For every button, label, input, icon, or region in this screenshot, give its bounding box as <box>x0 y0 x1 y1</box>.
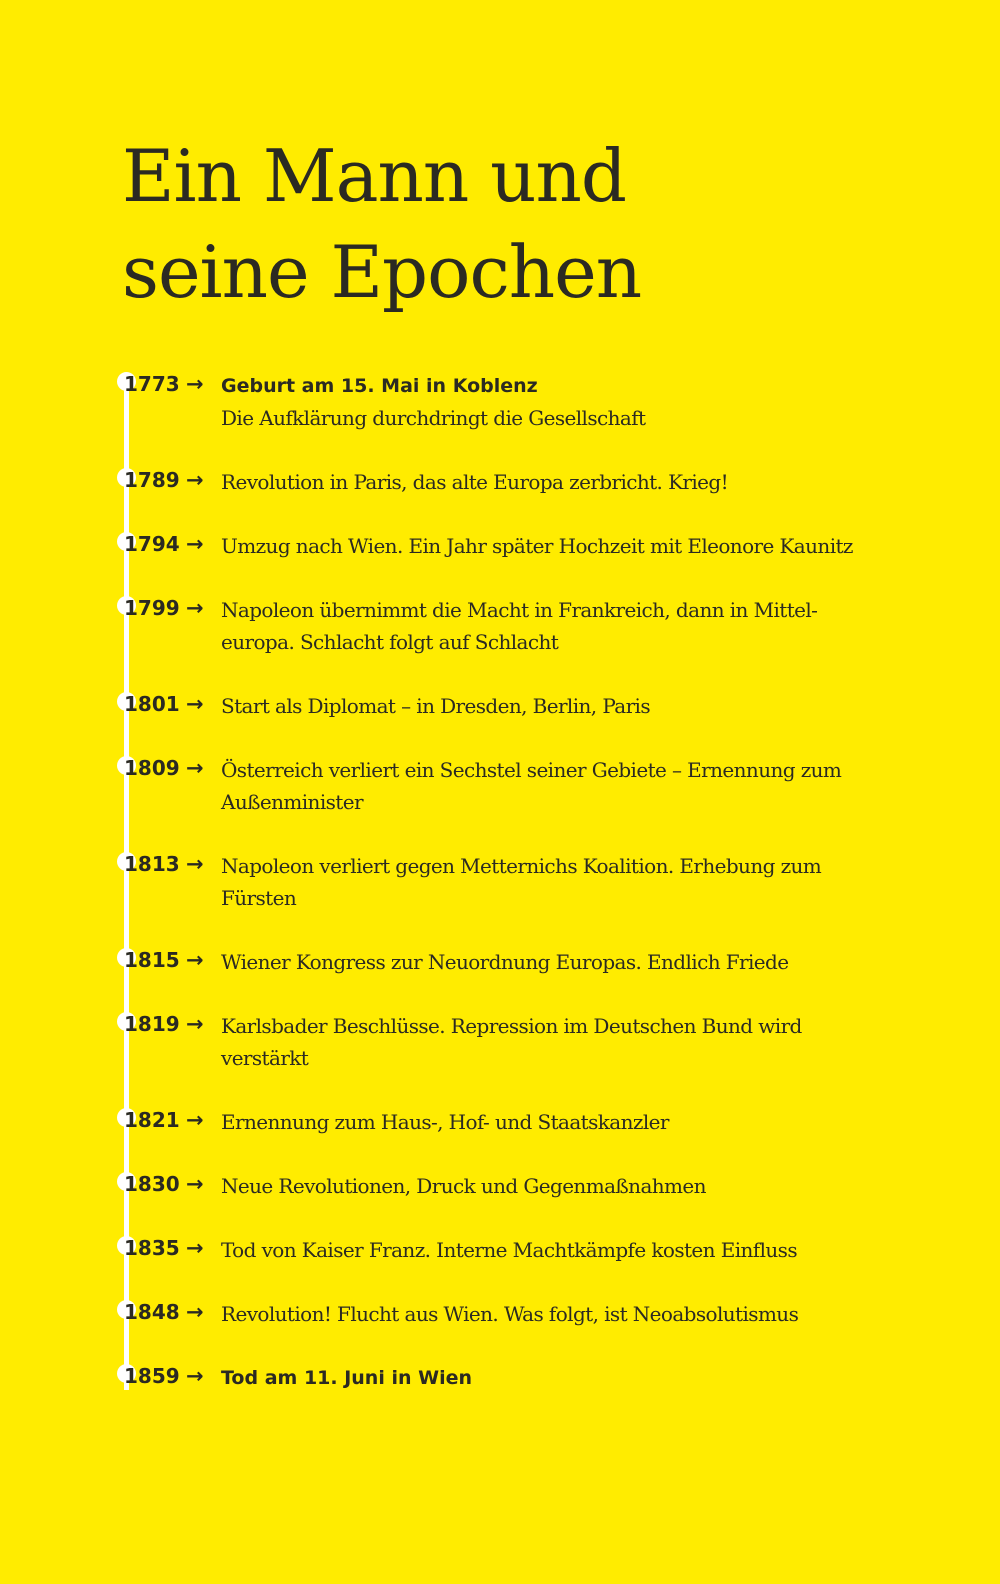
arrow-right-icon: → <box>186 1012 204 1036</box>
timeline-text <box>221 530 881 562</box>
arrow-right-icon: → <box>186 468 204 492</box>
arrow-right-icon: → <box>186 1364 204 1388</box>
timeline-year: 1799 <box>124 596 180 620</box>
title-line-1: Ein Mann und <box>122 134 626 218</box>
timeline-year: 1830 <box>124 1172 180 1196</box>
arrow-right-icon: → <box>186 852 204 876</box>
arrow-right-icon: → <box>186 1108 204 1132</box>
arrow-right-icon: → <box>186 1172 204 1196</box>
timeline-text <box>221 1298 881 1330</box>
timeline-year: 1794 <box>124 532 180 556</box>
timeline-text <box>221 594 881 658</box>
timeline-text-line: Ernennung zum Haus-, Hof- und Staatskanzler <box>221 1110 669 1134</box>
arrow-right-icon: → <box>186 596 204 620</box>
arrow-right-icon: → <box>186 1300 204 1324</box>
timeline-text <box>221 1106 881 1138</box>
timeline-text <box>221 1362 881 1394</box>
timeline-year: 1773 <box>124 372 180 396</box>
timeline-text-line: Geburt am 15. Mai in Koblenz <box>221 375 538 397</box>
timeline-year: 1813 <box>124 852 180 876</box>
timeline-text <box>221 466 881 498</box>
timeline-year: 1835 <box>124 1236 180 1260</box>
arrow-right-icon: → <box>186 532 204 556</box>
timeline-year: 1801 <box>124 692 180 716</box>
timeline-text <box>221 754 881 818</box>
timeline-text-line: europa. Schlacht folgt auf Schlacht <box>221 630 559 654</box>
timeline-text-line: Revolution! Flucht aus Wien. Was folgt, ist Neoabsolutismus <box>221 1302 799 1326</box>
timeline-text-line: Napoleon übernimmt die Macht in Frankreich, dann in Mittel- <box>221 598 818 622</box>
timeline-text <box>221 1234 881 1266</box>
timeline-year: 1821 <box>124 1108 180 1132</box>
timeline-text-line: Napoleon verliert gegen Metternichs Koalition. Erhebung zum <box>221 854 822 878</box>
timeline-text-line: Die Aufklärung durchdringt die Gesellschaft <box>221 406 646 430</box>
arrow-right-icon: → <box>186 1236 204 1260</box>
arrow-right-icon: → <box>186 372 204 396</box>
title-line-2: seine Epochen <box>122 230 642 314</box>
timeline-text-line: Tod am 11. Juni in Wien <box>221 1367 472 1389</box>
arrow-right-icon: → <box>186 756 204 780</box>
timeline-text-line: Außenminister <box>221 790 363 814</box>
arrow-right-icon: → <box>186 948 204 972</box>
timeline-text-line: Umzug nach Wien. Ein Jahr später Hochzeit mit Eleonore Kaunitz <box>221 534 853 558</box>
timeline-text-line: Neue Revolutionen, Druck und Gegenmaßnahmen <box>221 1174 706 1198</box>
timeline-text-line: Fürsten <box>221 886 297 910</box>
timeline-text-line: Start als Diplomat – in Dresden, Berlin, Paris <box>221 694 651 718</box>
timeline-text <box>221 850 881 914</box>
timeline-text-line: verstärkt <box>221 1046 309 1070</box>
timeline-text-line: Karlsbader Beschlüsse. Repression im Deutschen Bund wird <box>221 1014 802 1038</box>
arrow-right-icon: → <box>186 692 204 716</box>
timeline-text-line: Revolution in Paris, das alte Europa zerbricht. Krieg! <box>221 470 729 494</box>
timeline-text-line: Tod von Kaiser Franz. Interne Machtkämpfe kosten Einfluss <box>221 1238 797 1262</box>
timeline-text <box>221 690 881 722</box>
timeline-text <box>221 370 881 434</box>
timeline-year: 1819 <box>124 1012 180 1036</box>
timeline-text-line: Österreich verliert ein Sechstel seiner Gebiete – Ernennung zum <box>221 758 842 782</box>
timeline-year: 1848 <box>124 1300 180 1324</box>
timeline-year: 1809 <box>124 756 180 780</box>
timeline-year: 1859 <box>124 1364 180 1388</box>
timeline-text-line: Wiener Kongress zur Neuordnung Europas. Endlich Friede <box>221 950 789 974</box>
timeline-year: 1815 <box>124 948 180 972</box>
timeline-year: 1789 <box>124 468 180 492</box>
timeline-text <box>221 1010 881 1074</box>
timeline-text <box>221 1170 881 1202</box>
timeline-text <box>221 946 881 978</box>
